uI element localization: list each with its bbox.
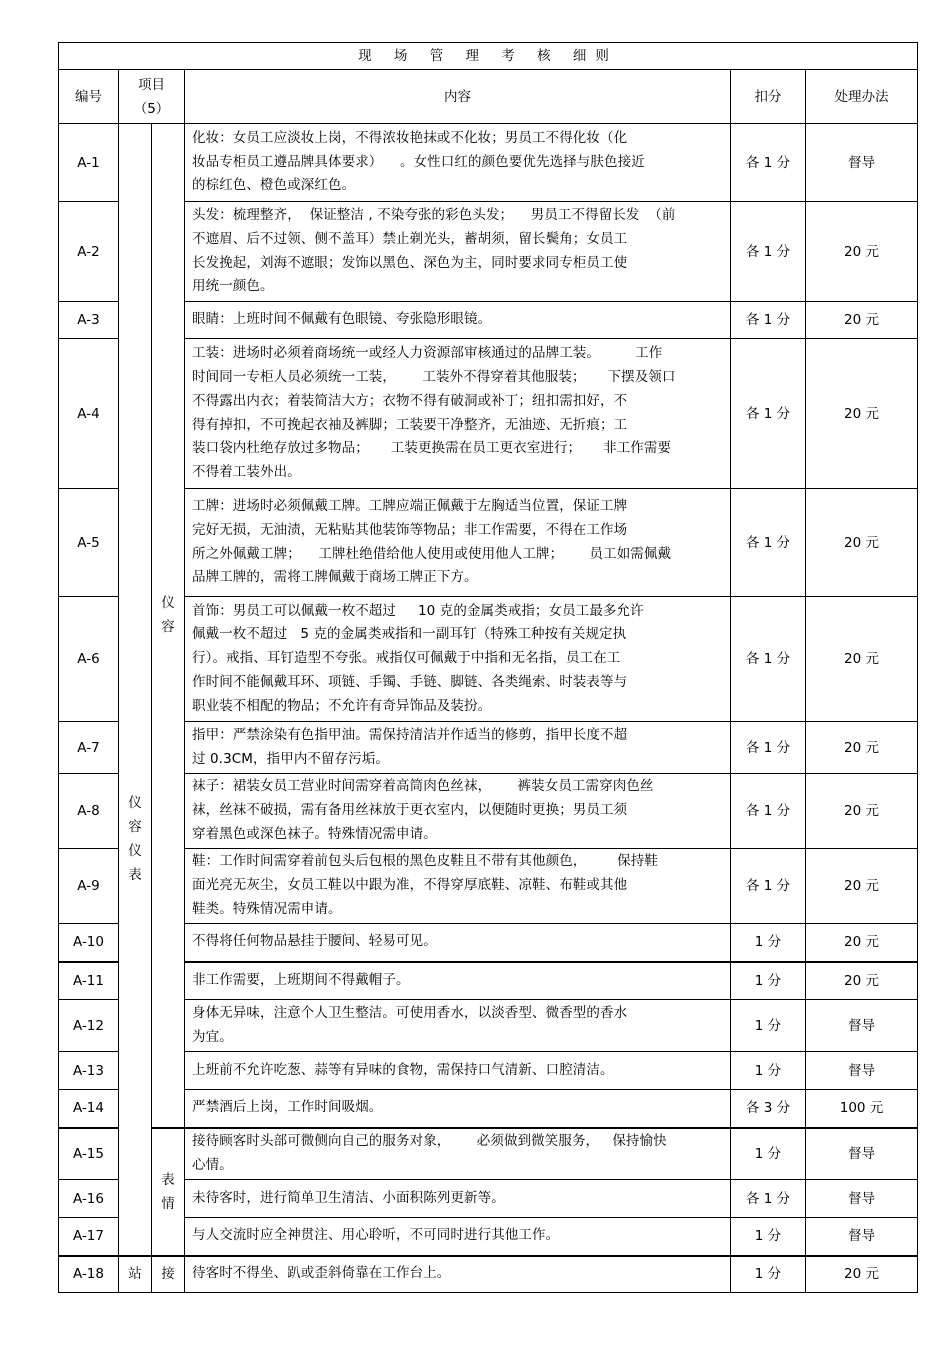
content-line: 待客时不得坐、趴或歪斜倚靠在工作台上。 <box>192 1265 451 1282</box>
header-row <box>59 70 918 124</box>
content-line: 与人交流时应全神贯注、用心聆听，不可同时进行其他工作。 <box>192 1227 560 1244</box>
row-handling: 20 元 <box>806 202 918 302</box>
row-content <box>185 302 731 339</box>
row-content <box>185 1000 731 1052</box>
header-deduct: 扣分 <box>731 70 806 124</box>
content-line: 身体无异味，注意个人卫生整洁。可使用香水，以淡香型、微香型的香水 <box>192 1004 628 1021</box>
row-deduct: 各 1 分 <box>731 302 806 339</box>
row-deduct: 1 分 <box>731 962 806 1000</box>
content-line: 鞋类。特殊情况需申请。 <box>192 900 342 917</box>
row-content <box>185 339 731 489</box>
content-line: 为宜。 <box>192 1028 233 1045</box>
header-item <box>119 70 185 124</box>
content-line: 时间同一专柜人员必须统一工装， 工装外不得穿着其他服装； 下摆及领口 <box>192 369 676 386</box>
row-number: A-6 <box>59 597 119 722</box>
row-content <box>185 202 731 302</box>
row-handling: 督导 <box>806 1128 918 1180</box>
row-number: A-7 <box>59 722 119 774</box>
row-handling: 20 元 <box>806 962 918 1000</box>
row-deduct: 各 1 分 <box>731 124 806 202</box>
content-line: 严禁酒后上岗，工作时间吸烟。 <box>192 1099 383 1116</box>
row-handling: 督导 <box>806 1218 918 1256</box>
row-handling: 督导 <box>806 1052 918 1090</box>
row-deduct: 各 1 分 <box>731 849 806 924</box>
row-deduct: 1 分 <box>731 1128 806 1180</box>
assessment-table <box>58 42 918 1293</box>
row-number: A-8 <box>59 774 119 849</box>
row-deduct: 1 分 <box>731 924 806 962</box>
row-deduct: 1 分 <box>731 1052 806 1090</box>
content-line: 袜，丝袜不破损，需有备用丝袜放于更衣室内，以便随时更换；男员工须 <box>192 802 628 819</box>
table-title: 现 场 管 理 考 核 细则 <box>59 43 918 70</box>
row-number: A-10 <box>59 924 119 962</box>
table-row <box>59 489 918 597</box>
row-handling: 20 元 <box>806 924 918 962</box>
table-row <box>59 202 918 302</box>
content-line: 工装：进场时必须着商场统一或经人力资源部审核通过的品牌工装。 工作 <box>192 345 663 362</box>
content-line: 不得着工装外出。 <box>192 463 301 480</box>
row-content <box>185 924 731 962</box>
row-deduct: 各 1 分 <box>731 597 806 722</box>
content-line: 面光亮无灰尘，女员工鞋以中跟为准，不得穿厚底鞋、凉鞋、布鞋或其他 <box>192 877 628 894</box>
row-content <box>185 774 731 849</box>
header-item-line2: （5） <box>133 100 170 117</box>
row-deduct: 1 分 <box>731 1218 806 1256</box>
content-line: 穿着黑色或深色袜子。特殊情况需申请。 <box>192 825 437 842</box>
vertical-char: 容 <box>128 819 142 836</box>
row-number: A-3 <box>59 302 119 339</box>
row-number: A-1 <box>59 124 119 202</box>
row-number: A-2 <box>59 202 119 302</box>
row-content <box>185 1128 731 1180</box>
row-content <box>185 1180 731 1218</box>
subgroup-reception: 接 <box>152 1256 185 1293</box>
row-content <box>185 1052 731 1090</box>
table-row <box>59 1052 918 1090</box>
row-handling: 20 元 <box>806 774 918 849</box>
content-line: 职业装不相配的物品；不允许有奇异饰品及装扮。 <box>192 697 492 714</box>
content-line: 过 0.3CM，指甲内不留存污垢。 <box>192 750 390 767</box>
content-line: 作时间不能佩戴耳环、项链、手镯、手链、脚链、各类绳索、时装表等与 <box>192 673 628 690</box>
row-handling: 20 元 <box>806 849 918 924</box>
row-content <box>185 597 731 722</box>
content-line: 所之外佩戴工牌； 工牌杜绝借给他人使用或使用他人工牌； 员工如需佩戴 <box>192 545 672 562</box>
row-number: A-16 <box>59 1180 119 1218</box>
subgroup-expression <box>152 1128 185 1256</box>
row-content <box>185 1090 731 1128</box>
table-row <box>59 1000 918 1052</box>
row-number: A-15 <box>59 1128 119 1180</box>
row-deduct: 1 分 <box>731 1000 806 1052</box>
table-row <box>59 924 918 962</box>
row-deduct: 各 1 分 <box>731 489 806 597</box>
content-line: 得有掉扣，不可挽起衣袖及裤脚；工装要干净整齐，无油迹、无折痕；工 <box>192 416 628 433</box>
row-number: A-9 <box>59 849 119 924</box>
header-item-line1: 项目 <box>138 76 165 93</box>
row-deduct: 各 1 分 <box>731 722 806 774</box>
row-handling: 督导 <box>806 1000 918 1052</box>
table-row <box>59 962 918 1000</box>
content-line: 长发挽起，刘海不遮眼；发饰以黑色、深色为主，同时要求同专柜员工使 <box>192 254 628 271</box>
table-row <box>59 849 918 924</box>
row-deduct: 各 1 分 <box>731 202 806 302</box>
content-line: 不得露出内衣；着装简洁大方；衣物不得有破洞或补丁；纽扣需扣好，不 <box>192 392 628 409</box>
row-handling: 20 元 <box>806 339 918 489</box>
row-content <box>185 1218 731 1256</box>
row-number: A-18 <box>59 1256 119 1293</box>
row-content <box>185 1256 731 1293</box>
row-number: A-12 <box>59 1000 119 1052</box>
vertical-char: 仪 <box>128 843 142 860</box>
subgroup-grooming <box>152 124 185 1128</box>
row-content <box>185 962 731 1000</box>
table-row <box>59 339 918 489</box>
row-handling: 20 元 <box>806 722 918 774</box>
vertical-char: 仪 <box>128 795 142 812</box>
content-line: 鞋：工作时间需穿着前包头后包根的黑色皮鞋且不带有其他颜色， 保持鞋 <box>192 853 658 870</box>
header-no: 编号 <box>59 70 119 124</box>
row-content <box>185 489 731 597</box>
content-line: 完好无损，无油渍，无粘贴其他装饰等物品；非工作需要，不得在工作场 <box>192 521 628 538</box>
row-handling: 20 元 <box>806 302 918 339</box>
row-content <box>185 722 731 774</box>
header-handling: 处理办法 <box>806 70 918 124</box>
table-row <box>59 597 918 722</box>
row-handling: 100 元 <box>806 1090 918 1128</box>
content-line: 的棕红色、橙色或深红色。 <box>192 177 356 194</box>
table-row <box>59 1090 918 1128</box>
row-content <box>185 124 731 202</box>
row-deduct: 各 1 分 <box>731 774 806 849</box>
content-line: 指甲：严禁涂染有色指甲油。需保持清洁并作适当的修剪，指甲长度不超 <box>192 726 628 743</box>
vertical-char: 情 <box>161 1195 175 1212</box>
row-content <box>185 849 731 924</box>
content-line: 未待客时，进行简单卫生清洁、小面积陈列更新等。 <box>192 1189 505 1206</box>
row-number: A-14 <box>59 1090 119 1128</box>
table-row <box>59 774 918 849</box>
table-row <box>59 1256 918 1293</box>
row-deduct: 各 1 分 <box>731 339 806 489</box>
content-line: 心情。 <box>192 1156 233 1173</box>
content-line: 上班前不允许吃葱、蒜等有异味的食物，需保持口气清新、口腔清洁。 <box>192 1061 614 1078</box>
row-number: A-5 <box>59 489 119 597</box>
content-line: 化妆：女员工应淡妆上岗，不得浓妆艳抹或不化妆；男员工不得化妆（化 <box>192 129 628 146</box>
row-handling: 20 元 <box>806 489 918 597</box>
content-line: 不遮眉、后不过领、侧不盖耳）禁止剃光头，蓄胡须，留长鬓角；女员工 <box>192 230 628 247</box>
header-content: 内容 <box>185 70 731 124</box>
row-number: A-11 <box>59 962 119 1000</box>
table-row <box>59 1218 918 1256</box>
content-line: 袜子：裙装女员工营业时间需穿着高筒肉色丝袜， 裤装女员工需穿肉色丝 <box>192 778 654 795</box>
row-number: A-17 <box>59 1218 119 1256</box>
row-number: A-13 <box>59 1052 119 1090</box>
vertical-char: 容 <box>161 619 175 636</box>
content-line: 非工作需要，上班期间不得戴帽子。 <box>192 971 410 988</box>
table-row <box>59 1128 918 1180</box>
content-line: 不得将任何物品悬挂于腰间、轻易可见。 <box>192 933 437 950</box>
row-deduct: 各 1 分 <box>731 1180 806 1218</box>
row-deduct: 1 分 <box>731 1256 806 1293</box>
content-line: 佩戴一枚不超过 5 克的金属类戒指和一副耳钉（特殊工种按有关规定执 <box>192 626 627 643</box>
row-handling: 20 元 <box>806 597 918 722</box>
content-line: 品牌工牌的，需将工牌佩戴于商场工牌正下方。 <box>192 569 478 586</box>
vertical-char: 仪 <box>161 595 175 612</box>
table-row <box>59 124 918 202</box>
table-row <box>59 1180 918 1218</box>
row-handling: 督导 <box>806 1180 918 1218</box>
group-standing: 站 <box>119 1256 152 1293</box>
vertical-char: 表 <box>161 1171 175 1188</box>
row-handling: 20 元 <box>806 1256 918 1293</box>
content-line: 工牌：进场时必须佩戴工牌。工牌应端正佩戴于左胸适当位置，保证工牌 <box>192 498 628 515</box>
table-row <box>59 722 918 774</box>
content-line: 装口袋内杜绝存放过多物品； 工装更换需在员工更衣室进行； 非工作需要 <box>192 440 672 457</box>
vertical-char: 表 <box>128 867 142 884</box>
row-number: A-4 <box>59 339 119 489</box>
content-line: 行）。戒指、耳钉造型不夸张。戒指仅可佩戴于中指和无名指，员工在工 <box>192 650 621 667</box>
table-row <box>59 302 918 339</box>
content-line: 妆品专柜员工遵品牌具体要求） 。女性口红的颜色要优先选择与肤色接近 <box>192 153 645 170</box>
row-handling: 督导 <box>806 124 918 202</box>
content-line: 首饰：男员工可以佩戴一枚不超过 10 克的金属类戒指；女员工最多允许 <box>192 602 644 619</box>
row-deduct: 各 3 分 <box>731 1090 806 1128</box>
content-line: 头发：梳理整齐， 保证整洁 , 不染夸张的彩色头发； 男员工不得留长发 （前 <box>192 207 676 224</box>
content-line: 眼睛：上班时间不佩戴有色眼镜、夸张隐形眼镜。 <box>192 311 492 328</box>
group-appearance <box>119 124 152 1256</box>
content-line: 接待顾客时头部可微侧向自己的服务对象， 必须做到微笑服务， 保持愉快 <box>192 1133 667 1150</box>
content-line: 用统一颜色。 <box>192 278 274 295</box>
